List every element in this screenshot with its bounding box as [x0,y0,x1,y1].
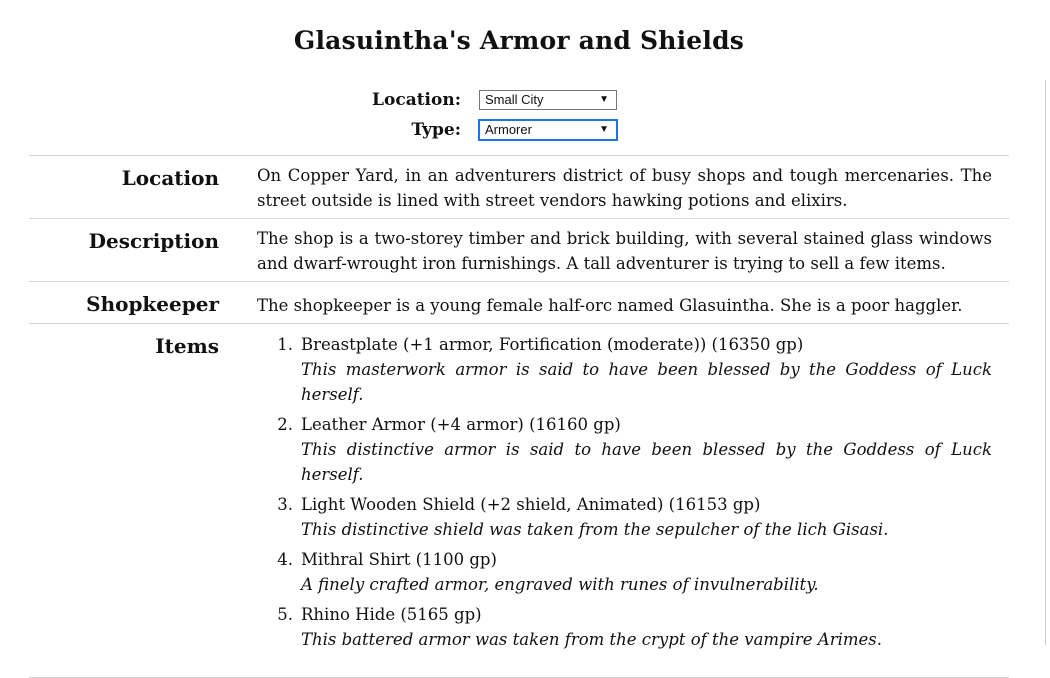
controls [29,85,1009,145]
item-name: Breastplate (+1 armor, Fortification (moderate)) (16350 gp) [301,335,804,354]
items-list [257,332,992,652]
item-name: Light Wooden Shield (+2 shield, Animated) (16153 gp) [301,495,761,514]
shopkeeper-row [29,282,1009,324]
location-heading: Location [121,166,219,190]
page-scroll-edge [1045,80,1046,645]
description-text: The shop is a two-storey timber and brick building, with several stained glass windows and dwarf-wrought iron furnishings. A tall adventurer is trying to sell a few items. [257,229,992,273]
item-description: This battered armor was taken from the crypt of the vampire Arimes. [301,630,882,649]
items-heading: Items [155,334,219,358]
list-item [277,492,992,542]
list-item [277,332,992,407]
item-description: This distinctive armor is said to have been blessed by the Goddess of Luck herself. [301,440,992,484]
description-heading: Description [88,229,219,253]
location-select-label: Location: [372,90,461,110]
type-select-value: Armorer [485,122,532,137]
location-row [29,156,1009,219]
type-select[interactable] [479,120,617,140]
shopkeeper-text: The shopkeeper is a young female half-orc named Glasuintha. She is a poor haggler. [257,296,963,315]
item-number: 1. [277,335,293,354]
chevron-down-icon: ▼ [599,124,609,135]
item-description: This masterwork armor is said to have been blessed by the Goddess of Luck herself. [301,360,992,404]
items-content [257,324,992,677]
location-control [29,85,1009,115]
location-select-value: Small City [485,92,544,107]
list-item [277,547,992,597]
list-item [277,412,992,487]
type-select-label: Type: [411,120,461,140]
item-name: Rhino Hide (5165 gp) [301,605,482,624]
location-text: On Copper Yard, in an adventurers district of busy shops and tough mercenaries. The street outside is lined with street vendors hawking potions and elixirs. [257,166,992,210]
shop-info-table [29,155,1009,678]
item-name: Leather Armor (+4 armor) (16160 gp) [301,415,621,434]
location-select[interactable] [479,90,617,110]
page-title: Glasuintha's Armor and Shields [293,26,745,55]
chevron-down-icon: ▼ [599,94,609,105]
item-name: Mithral Shirt (1100 gp) [301,550,497,569]
type-control [29,115,1009,145]
item-number: 3. [277,495,293,514]
item-description: This distinctive shield was taken from the sepulcher of the lich Gisasi. [301,520,889,539]
shopkeeper-heading: Shopkeeper [86,292,219,316]
shop-page [29,0,1009,678]
item-number: 4. [277,550,293,569]
item-description: A finely crafted armor, engraved with runes of invulnerability. [301,575,819,594]
item-number: 5. [277,605,293,624]
items-row [29,324,1009,678]
item-number: 2. [277,415,293,434]
description-row [29,219,1009,282]
